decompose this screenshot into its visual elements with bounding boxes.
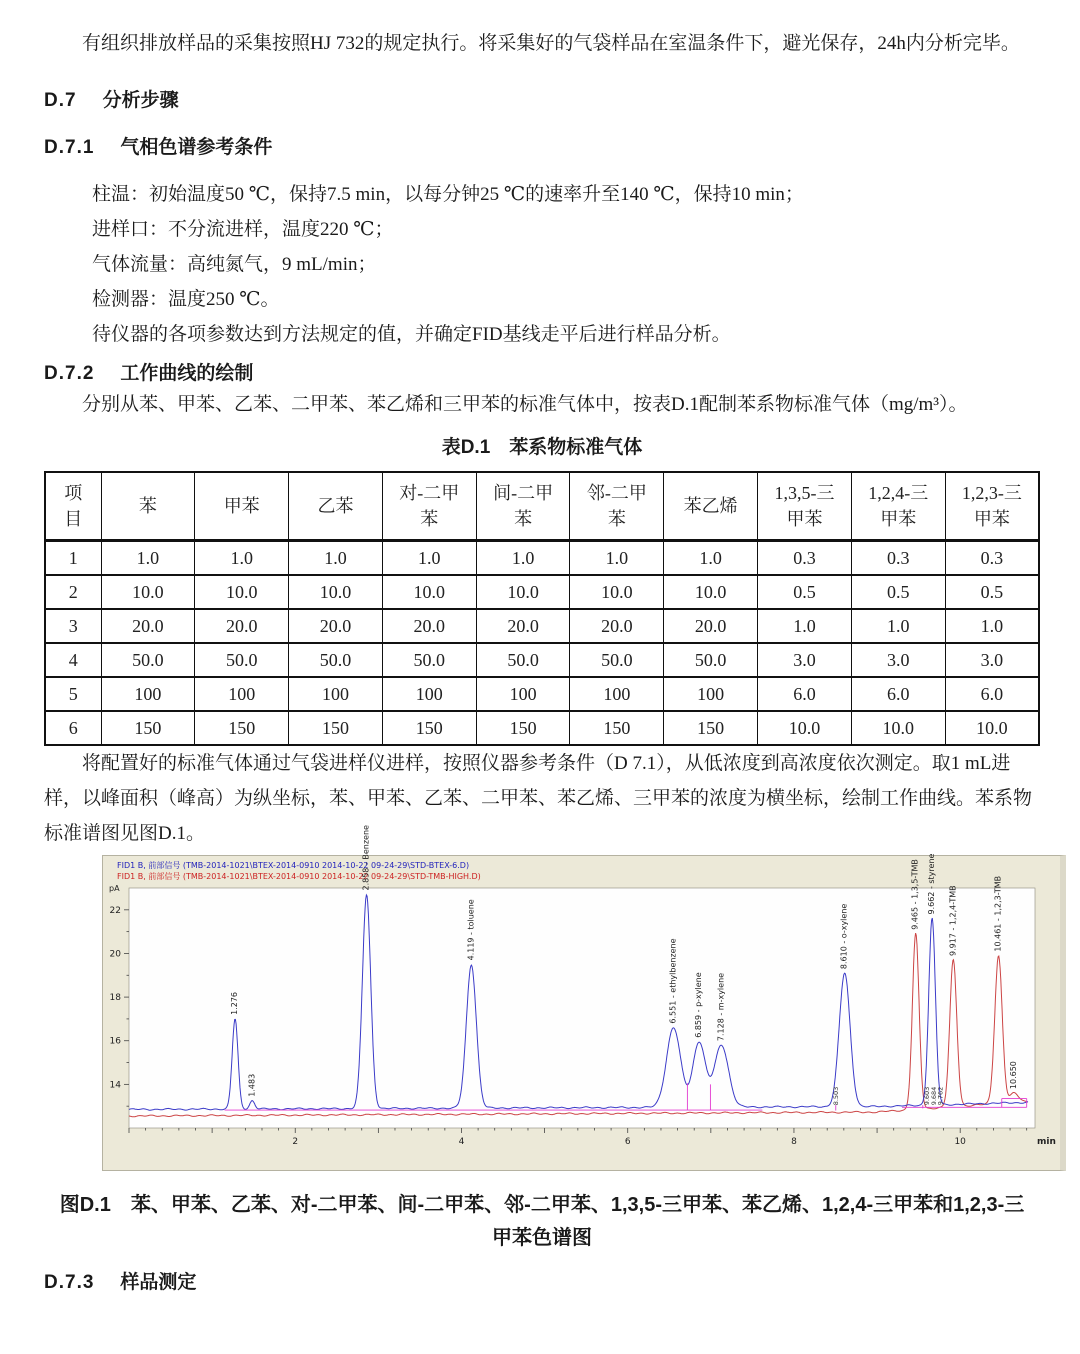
table-header-cell: 苯	[101, 472, 195, 541]
intro-paragraph: 有组织排放样品的采集按照HJ 732的规定执行。将采集好的气袋样品在室温条件下，避光保存，24h内分析完毕。	[82, 33, 1020, 54]
svg-text:9.603: 9.603	[923, 1086, 932, 1106]
table-cell: 3.0	[758, 643, 852, 677]
section-number: D.7.2	[44, 363, 95, 384]
table-cell: 4	[45, 643, 101, 677]
table-cell: 0.5	[851, 575, 945, 609]
table-cell: 1.0	[476, 541, 570, 576]
table-cell: 10.0	[289, 575, 383, 609]
table-cell: 100	[570, 677, 664, 711]
svg-text:14: 14	[109, 1080, 121, 1091]
table-cell: 0.5	[758, 575, 852, 609]
table-cell: 100	[101, 677, 195, 711]
svg-text:9.684: 9.684	[929, 1086, 938, 1106]
table-cell: 20.0	[195, 609, 289, 643]
table-cell: 6.0	[945, 677, 1039, 711]
table-cell: 10.0	[570, 575, 664, 609]
table-cell: 10.0	[195, 575, 289, 609]
table-cell: 6.0	[851, 677, 945, 711]
table-cell: 20.0	[476, 609, 570, 643]
table-row	[45, 643, 1039, 677]
table-cell: 100	[476, 677, 570, 711]
table-cell: 20.0	[664, 609, 758, 643]
svg-text:6.551 - ethylbenzene: 6.551 - ethylbenzene	[668, 938, 678, 1024]
section-heading-d71	[44, 134, 1040, 161]
table-header-cell: 乙苯	[289, 472, 383, 541]
condition-line: 进样口：不分流进样，温度220 ℃；	[92, 219, 394, 240]
section-title: 样品测定	[120, 1272, 197, 1293]
svg-text:2: 2	[292, 1137, 299, 1147]
table-cell: 10.0	[945, 711, 1039, 745]
table-cell: 3.0	[945, 643, 1039, 677]
after-table-paragraph: 将配置好的标准气体通过气袋进样仪进样，按照仪器参考条件（D 7.1），从低浓度到高浓度依次测定。取1 mL进样，以峰面积（峰高）为纵坐标，苯、甲苯、乙苯、二甲苯、苯乙烯、三甲苯的浓度为横坐标，绘制工作曲线。苯系物标准谱图见图D.1。	[44, 753, 1033, 844]
table-cell: 1.0	[195, 541, 289, 576]
d72-paragraph: 分别从苯、甲苯、乙苯、二甲苯、苯乙烯和三甲苯的标准气体中，按表D.1配制苯系物标准气体（mg/m³）。	[82, 394, 968, 415]
table-cell: 5	[45, 677, 101, 711]
table-cell: 0.5	[945, 575, 1039, 609]
table-cell: 1.0	[570, 541, 664, 576]
table-cell: 2	[45, 575, 101, 609]
table-cell: 100	[382, 677, 476, 711]
svg-text:9.465 - 1,3,5-TMB: 9.465 - 1,3,5-TMB	[910, 859, 920, 930]
section-heading-d73	[44, 1269, 1040, 1296]
table-cell: 6.0	[758, 677, 852, 711]
section-title: 工作曲线的绘制	[120, 363, 254, 384]
svg-text:1.276: 1.276	[230, 991, 240, 1015]
table-header-cell: 1,2,3-三甲苯	[945, 472, 1039, 541]
table-cell: 50.0	[195, 643, 289, 677]
table-cell: 20.0	[289, 609, 383, 643]
svg-text:4.119 - toluene: 4.119 - toluene	[466, 899, 476, 961]
table-cell: 100	[664, 677, 758, 711]
table-cell: 1.0	[851, 609, 945, 643]
chromatogram-figure	[102, 825, 1056, 1171]
table-cell: 150	[476, 711, 570, 745]
svg-text:9.917 - 1,2,4-TMB: 9.917 - 1,2,4-TMB	[948, 885, 958, 956]
table-cell: 150	[664, 711, 758, 745]
table-header-cell: 邻-二甲苯	[570, 472, 664, 541]
table-cell: 10.0	[382, 575, 476, 609]
table-cell: 1.0	[101, 541, 195, 576]
table-cell: 150	[289, 711, 383, 745]
table-cell: 1.0	[382, 541, 476, 576]
table-row	[45, 609, 1039, 643]
table-cell: 100	[195, 677, 289, 711]
table-cell: 10.0	[101, 575, 195, 609]
svg-text:10: 10	[954, 1137, 966, 1147]
table-cell: 20.0	[570, 609, 664, 643]
standard-gas-table	[44, 471, 1040, 746]
legend-entry-1: FID1 B, 前部信号 (TMB-2014-1021\BTEX-2014-0910 2014-10-22 09-24-29\STD-BTEX-6.D)	[117, 861, 470, 870]
section-number: D.7.1	[44, 137, 95, 158]
svg-text:8.610 - o-xylene: 8.610 - o-xylene	[839, 903, 849, 970]
table-cell: 1	[45, 541, 101, 576]
svg-text:9.762: 9.762	[936, 1086, 945, 1106]
section-heading-d72	[44, 360, 1040, 387]
table-header-cell: 间-二甲苯	[476, 472, 570, 541]
table-cell: 1.0	[945, 609, 1039, 643]
svg-text:10.650: 10.650	[1009, 1061, 1019, 1090]
condition-line: 气体流量：高纯氮气，9 mL/min；	[92, 254, 377, 275]
table-cell: 1.0	[758, 609, 852, 643]
table-cell: 10.0	[664, 575, 758, 609]
table-row	[45, 711, 1039, 745]
table-cell: 10.0	[758, 711, 852, 745]
svg-text:10.461 - 1,2,3-TMB: 10.461 - 1,2,3-TMB	[993, 875, 1003, 952]
svg-text:16: 16	[109, 1036, 121, 1047]
table-cell: 0.3	[851, 541, 945, 576]
svg-text:4: 4	[458, 1137, 465, 1147]
table-header-cell: 项目	[45, 472, 101, 541]
condition-line: 检测器：温度250 ℃。	[92, 289, 280, 310]
table-cell: 50.0	[382, 643, 476, 677]
table-header-row	[45, 472, 1039, 541]
svg-text:22: 22	[109, 905, 121, 916]
table-cell: 50.0	[664, 643, 758, 677]
svg-text:8: 8	[791, 1137, 797, 1147]
svg-text:2.858 - Benzene: 2.858 - Benzene	[361, 825, 371, 891]
svg-text:1.483: 1.483	[247, 1073, 257, 1097]
table-cell: 150	[570, 711, 664, 745]
table-cell: 100	[289, 677, 383, 711]
table-cell: 50.0	[289, 643, 383, 677]
svg-text:8.503: 8.503	[831, 1086, 840, 1106]
svg-text:9.662 - styrene: 9.662 - styrene	[927, 853, 937, 915]
section-heading-d7	[44, 87, 1040, 114]
table-header-cell: 1,2,4-三甲苯	[851, 472, 945, 541]
table-cell: 3.0	[851, 643, 945, 677]
table-cell: 20.0	[101, 609, 195, 643]
table-cell: 20.0	[382, 609, 476, 643]
condition-line: 柱温：初始温度50 ℃，保持7.5 min，以每分钟25 ℃的速率升至140 ℃，保持10 min；	[92, 184, 804, 205]
table-cell: 0.3	[758, 541, 852, 576]
table-cell: 150	[382, 711, 476, 745]
table-cell: 1.0	[289, 541, 383, 576]
table-cell: 10.0	[851, 711, 945, 745]
svg-text:min: min	[1037, 1137, 1056, 1147]
table-header-cell: 苯乙烯	[664, 472, 758, 541]
svg-text:pA: pA	[109, 884, 120, 893]
table-row	[45, 575, 1039, 609]
section-number: D.7.3	[44, 1272, 95, 1293]
section-title: 分析步骤	[102, 90, 179, 111]
table-cell: 10.0	[476, 575, 570, 609]
svg-text:18: 18	[109, 993, 121, 1004]
table-cell: 0.3	[945, 541, 1039, 576]
table-caption: 表D.1 苯系物标准气体	[441, 437, 643, 458]
table-cell: 50.0	[101, 643, 195, 677]
table-row	[45, 677, 1039, 711]
svg-text:6.859 - p-xylene: 6.859 - p-xylene	[694, 972, 704, 1038]
table-header-cell: 甲苯	[195, 472, 289, 541]
table-cell: 3	[45, 609, 101, 643]
table-cell: 150	[101, 711, 195, 745]
legend-entry-2: FID1 B, 前部信号 (TMB-2014-1021\BTEX-2014-0910 2014-10-22 09-24-29\STD-TMB-HIGH.D)	[117, 872, 481, 881]
table-header-cell: 对-二甲苯	[382, 472, 476, 541]
table-cell: 6	[45, 711, 101, 745]
svg-text:20: 20	[109, 949, 121, 960]
svg-text:6: 6	[624, 1137, 631, 1147]
gc-conditions-block	[92, 177, 1040, 352]
condition-line: 待仪器的各项参数达到方法规定的值，并确定FID基线走平后进行样品分析。	[92, 324, 731, 345]
chromatogram-window	[102, 825, 1066, 1171]
svg-text:7.128 - m-xylene: 7.128 - m-xylene	[716, 972, 726, 1042]
table-row	[45, 541, 1039, 576]
table-header-cell: 1,3,5-三甲苯	[758, 472, 852, 541]
section-title: 气相色谱参考条件	[120, 137, 273, 158]
section-number: D.7	[44, 90, 77, 111]
table-cell: 150	[195, 711, 289, 745]
table-cell: 1.0	[664, 541, 758, 576]
figure-caption: 图D.1 苯、甲苯、乙苯、对-二甲苯、间-二甲苯、邻-二甲苯、1,3,5-三甲苯、苯乙烯、1,2,4-三甲苯和1,2,3-三甲苯色谱图	[59, 1194, 1025, 1249]
table-cell: 50.0	[476, 643, 570, 677]
table-cell: 50.0	[570, 643, 664, 677]
